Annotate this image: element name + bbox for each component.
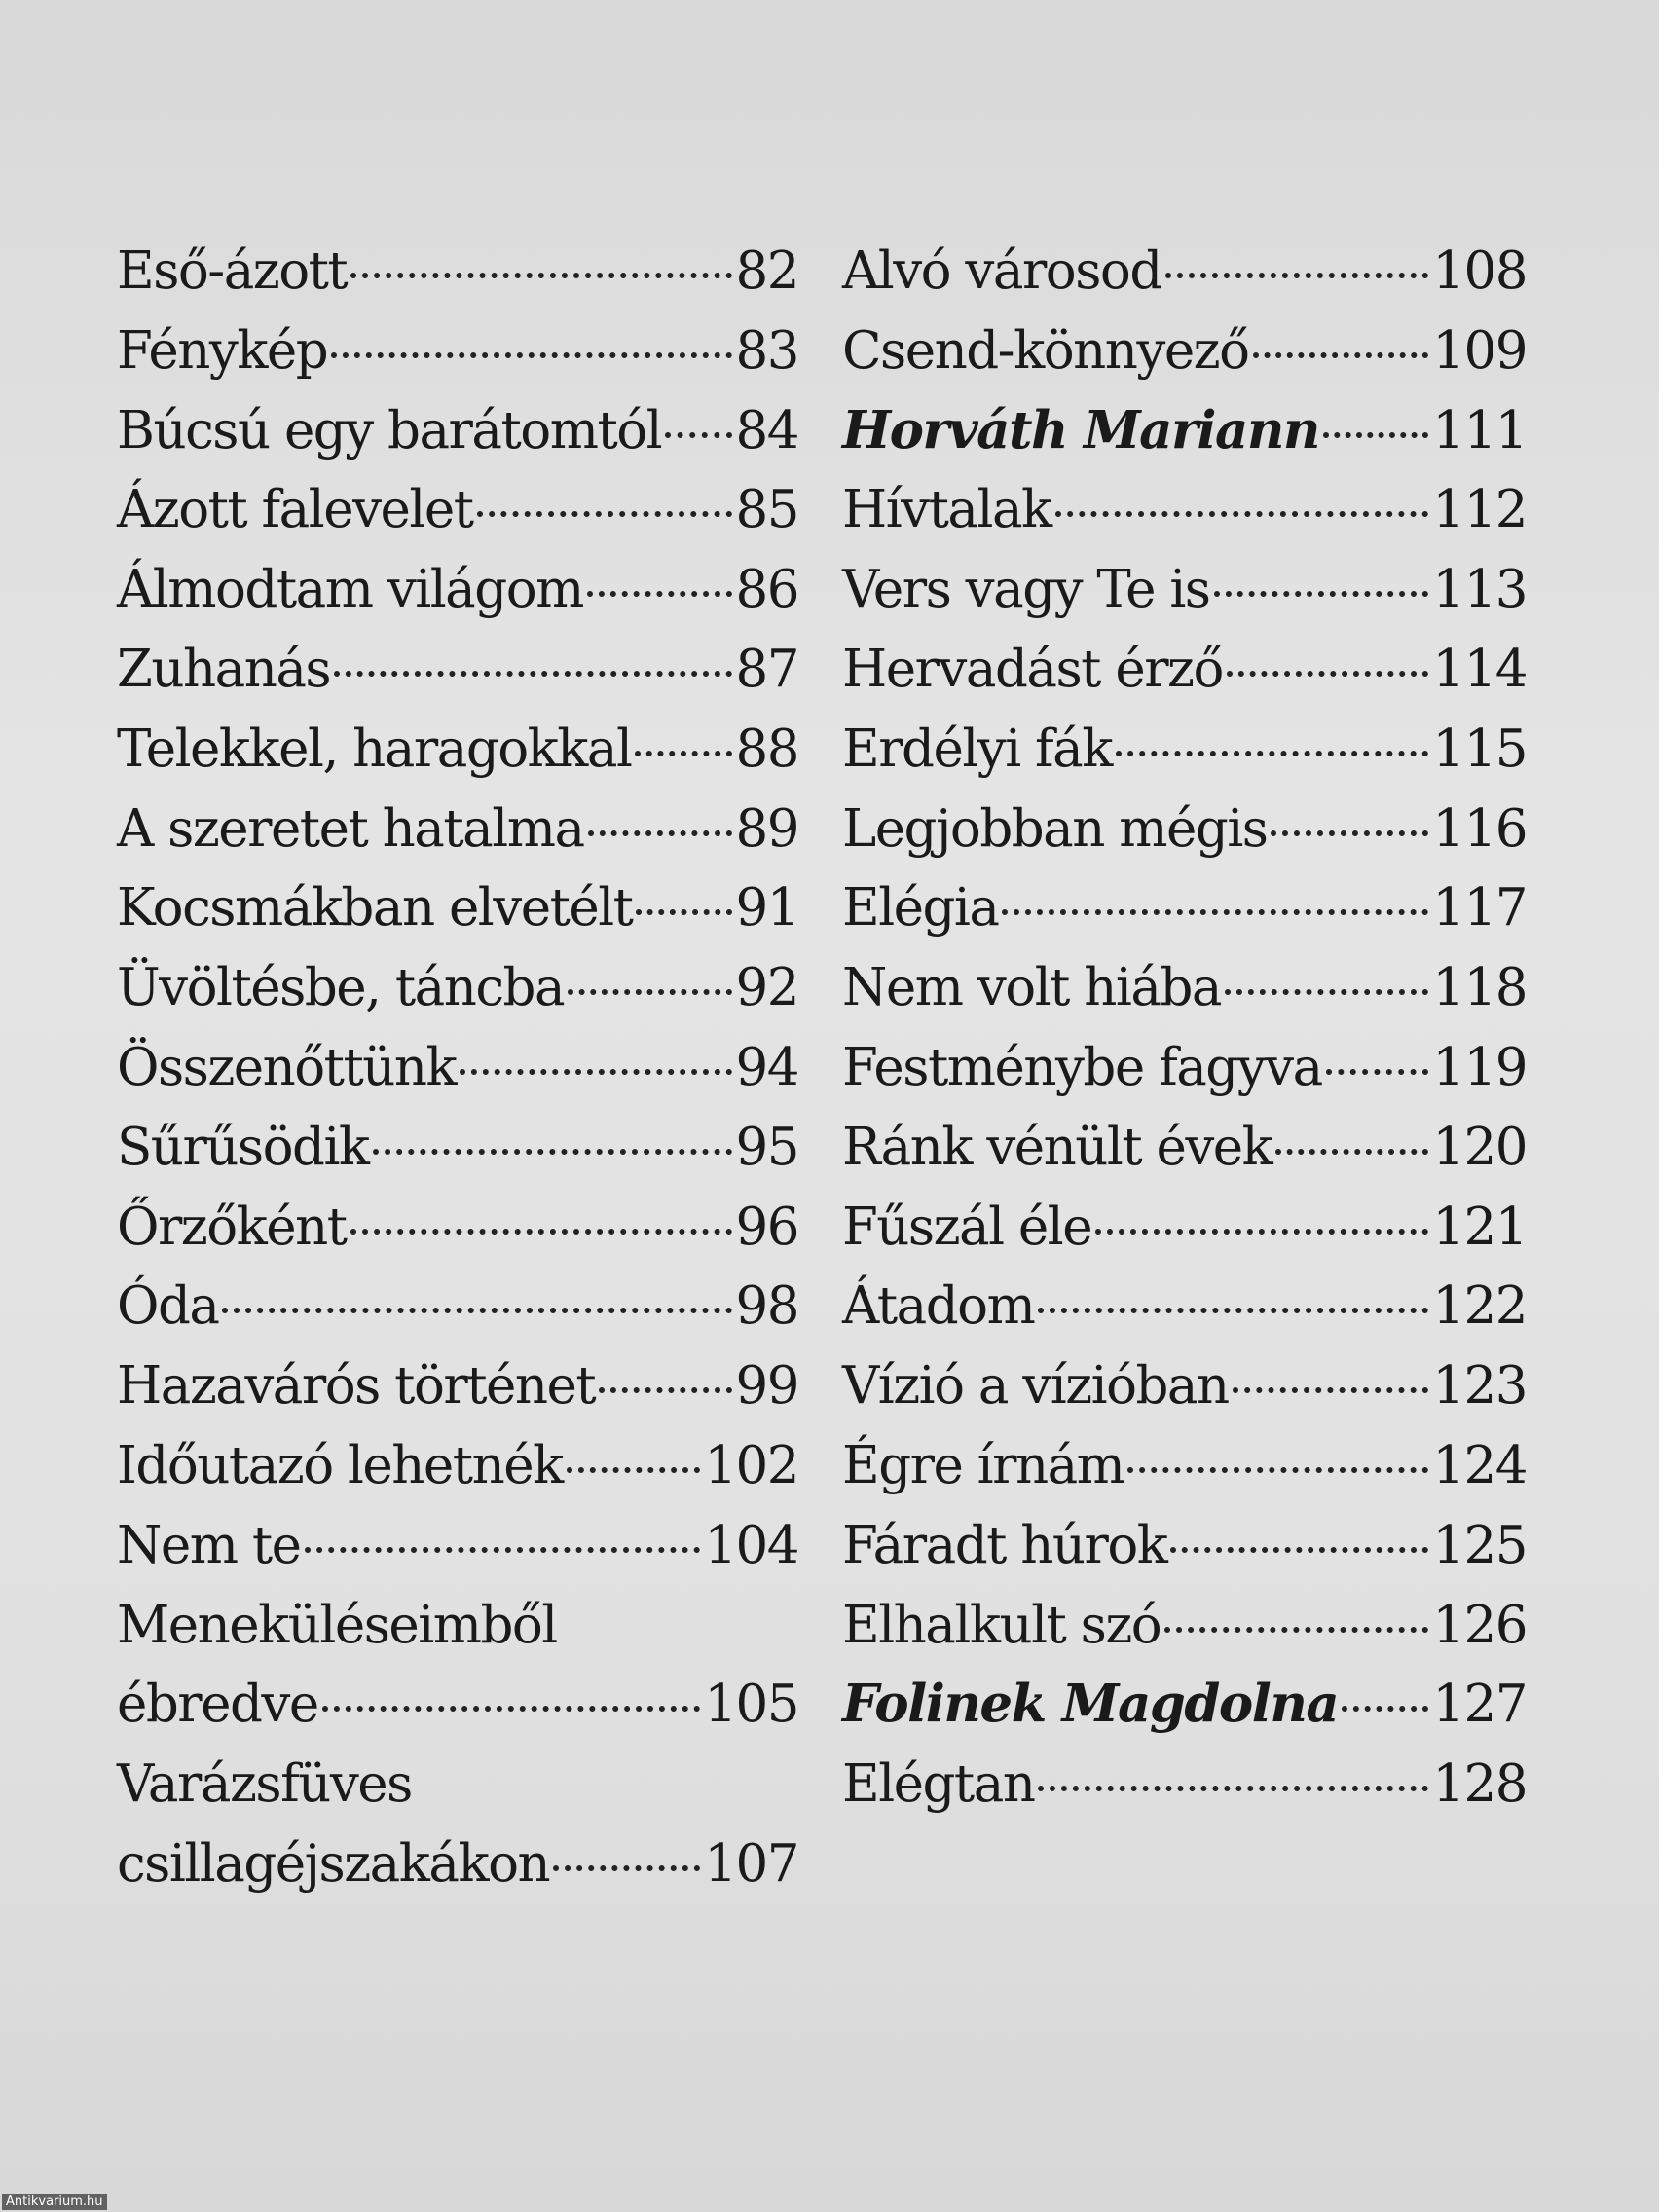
entry-title: Erdélyi fák — [842, 719, 1112, 779]
entry-page-number: 109 — [1432, 320, 1527, 381]
toc-entry — [842, 790, 1527, 869]
entry-title: Nem te — [117, 1515, 301, 1575]
entry-title: Fáradt húrok — [842, 1515, 1167, 1575]
dot-leader — [1323, 396, 1428, 448]
entry-title: Égre írnám — [842, 1435, 1124, 1495]
entry-title: Fénykép — [117, 320, 328, 381]
entry-title: Legjobban mégis — [842, 798, 1268, 859]
entry-title: Fűszál éle — [842, 1197, 1092, 1257]
dot-leader — [568, 953, 731, 1005]
dot-leader — [1002, 873, 1428, 925]
entry-title-line2: csillagéjszakákon — [117, 1833, 550, 1894]
dot-leader — [665, 396, 731, 448]
dot-leader — [1055, 475, 1429, 527]
dot-leader — [1116, 715, 1428, 766]
entry-title: Elégtan — [842, 1754, 1035, 1815]
entry-title: Vízió a vízióban — [842, 1356, 1229, 1417]
entry-title-line1: Varázsfüves — [117, 1754, 412, 1815]
entry-page-number: 84 — [735, 400, 798, 461]
dot-leader — [1127, 1431, 1428, 1483]
entry-title-line2-row — [117, 1825, 798, 1904]
entry-page-number: 127 — [1432, 1675, 1527, 1735]
entry-page-number: 126 — [1432, 1595, 1527, 1655]
entry-page-number: 107 — [704, 1833, 798, 1894]
entry-page-number: 112 — [1432, 480, 1527, 540]
entry-title: Álmodtam világom — [117, 560, 583, 620]
entry-page-number: 83 — [735, 320, 798, 381]
dot-leader — [1170, 1511, 1428, 1563]
entry-page-number: 117 — [1432, 878, 1527, 939]
toc-entry — [117, 1745, 798, 1904]
entry-page-number: 120 — [1432, 1117, 1527, 1177]
dot-leader — [567, 1431, 701, 1483]
entry-page-number: 94 — [735, 1037, 798, 1097]
entry-title: Átadom — [842, 1276, 1035, 1337]
toc-entry — [842, 948, 1527, 1028]
toc-entry — [117, 550, 798, 630]
entry-page-number: 128 — [1432, 1754, 1527, 1815]
entry-page-number: 85 — [735, 480, 798, 540]
entry-page-number: 124 — [1432, 1435, 1527, 1495]
entry-title: Ránk vénült évek — [842, 1117, 1272, 1177]
toc-entry — [842, 1586, 1527, 1666]
entry-page-number: 118 — [1432, 958, 1527, 1018]
entry-page-number: 86 — [735, 560, 798, 620]
toc-entry — [117, 710, 798, 790]
dot-leader — [1326, 1033, 1429, 1085]
toc-entry — [117, 1586, 798, 1746]
entry-page-number: 116 — [1432, 798, 1527, 859]
entry-title: Elégia — [842, 878, 999, 939]
dot-leader — [635, 715, 731, 766]
entry-page-number: 82 — [735, 241, 798, 301]
dot-leader — [1165, 237, 1429, 288]
entry-title: A szeretet hatalma — [117, 798, 584, 859]
dot-leader — [587, 555, 732, 607]
entry-title: Csend-könnyező — [842, 320, 1249, 381]
entry-page-number: 87 — [735, 639, 798, 699]
entry-title: Óda — [117, 1276, 219, 1337]
dot-leader — [477, 475, 732, 527]
entry-title: Elhalkult szó — [842, 1595, 1161, 1655]
toc-entry — [117, 1506, 798, 1586]
dot-leader — [1038, 1750, 1428, 1801]
entry-title: Összenőttünk — [117, 1037, 457, 1097]
entry-page-number: 122 — [1432, 1276, 1527, 1337]
entry-page-number: 92 — [735, 958, 798, 1018]
toc-entry — [842, 1108, 1527, 1188]
dot-leader — [1214, 555, 1429, 607]
toc-entry — [842, 470, 1527, 550]
toc-entry-author — [842, 1665, 1527, 1745]
dot-leader — [334, 635, 731, 686]
toc-entry — [117, 1028, 798, 1108]
toc-entry — [842, 1267, 1527, 1346]
entry-page-number: 119 — [1432, 1037, 1527, 1097]
toc-entry — [842, 1426, 1527, 1506]
dot-leader — [331, 316, 731, 368]
dot-leader — [350, 237, 731, 288]
entry-title-line2-row — [117, 1665, 798, 1745]
entry-page-number: 102 — [704, 1435, 798, 1495]
toc-entry — [842, 550, 1527, 630]
entry-title: Alvó városod — [842, 241, 1161, 301]
toc-entry — [117, 1267, 798, 1346]
toc-entry — [117, 948, 798, 1028]
entry-page-number: 98 — [735, 1276, 798, 1337]
entry-title: Kocsmákban elvetélt — [117, 878, 633, 939]
entry-title: Hívtalak — [842, 480, 1051, 540]
dot-leader — [1095, 1193, 1428, 1244]
entry-page-number: 88 — [735, 719, 798, 779]
toc-entry — [117, 1346, 798, 1426]
toc-entry — [117, 1108, 798, 1188]
entry-page-number: 125 — [1432, 1515, 1527, 1575]
dot-leader — [222, 1272, 731, 1323]
toc-entry — [117, 470, 798, 550]
toc-entry — [842, 710, 1527, 790]
toc-entry — [842, 1745, 1527, 1825]
entry-title: Hervadást érző — [842, 639, 1223, 699]
entry-page-number: 115 — [1432, 719, 1527, 779]
entry-page-number: 104 — [704, 1515, 798, 1575]
author-name: Folinek Magdolna — [842, 1674, 1339, 1735]
entry-page-number: 123 — [1432, 1356, 1527, 1417]
toc-column-right — [842, 232, 1527, 1825]
toc-entry — [117, 790, 798, 869]
dot-leader — [1038, 1272, 1428, 1323]
entry-title: Festménybe fagyva — [842, 1037, 1322, 1097]
entry-title-line1: Meneküléseimből — [117, 1595, 557, 1655]
dot-leader — [1225, 953, 1428, 1005]
dot-leader — [460, 1033, 731, 1085]
toc-entry — [117, 312, 798, 391]
dot-leader — [1233, 1351, 1429, 1403]
toc-entry — [842, 1346, 1527, 1426]
toc-entry — [842, 868, 1527, 948]
dot-leader — [599, 1351, 731, 1403]
dot-leader — [553, 1829, 700, 1881]
dot-leader — [1227, 635, 1428, 686]
entry-page-number: 96 — [735, 1197, 798, 1257]
watermark-label: Antikvarium.hu — [2, 2194, 107, 2210]
toc-entry — [842, 1506, 1527, 1586]
toc-entry — [842, 1188, 1527, 1268]
dot-leader — [1342, 1670, 1428, 1721]
toc-entry — [842, 312, 1527, 391]
entry-title: Zuhanás — [117, 639, 331, 699]
entry-title: Búcsú egy barátomtól — [117, 400, 662, 461]
toc-entry-author — [842, 391, 1527, 471]
toc-entry — [842, 1028, 1527, 1108]
toc-column-left — [117, 232, 798, 1904]
entry-title: Üvöltésbe, táncba — [117, 958, 565, 1018]
toc-entry — [117, 868, 798, 948]
author-name: Horváth Mariann — [842, 399, 1319, 461]
entry-title: Sűrűsödik — [117, 1117, 369, 1177]
entry-title: Vers vagy Te is — [842, 560, 1210, 620]
entry-title: Eső-ázott — [117, 241, 348, 301]
toc-entry — [117, 232, 798, 312]
toc-entry — [117, 1188, 798, 1268]
dot-leader — [636, 873, 731, 925]
dot-leader — [350, 1193, 732, 1244]
entry-page-number: 108 — [1432, 241, 1527, 301]
entry-title: Időutazó lehetnék — [117, 1435, 563, 1495]
dot-leader — [1253, 316, 1429, 368]
toc-entry — [117, 391, 798, 471]
toc-entry — [117, 630, 798, 710]
entry-page-number: 99 — [735, 1356, 798, 1417]
dot-leader — [305, 1511, 701, 1563]
entry-title: Nem volt hiába — [842, 958, 1221, 1018]
toc-entry — [842, 232, 1527, 312]
entry-title-line2: ébredve — [117, 1675, 318, 1735]
dot-leader — [373, 1113, 732, 1164]
dot-leader — [1275, 1113, 1428, 1164]
entry-page-number: 89 — [735, 798, 798, 859]
entry-page-number: 121 — [1432, 1197, 1527, 1257]
entry-title: Ázott falevelet — [117, 480, 473, 540]
toc-entry — [117, 1426, 798, 1506]
entry-page-number: 111 — [1432, 400, 1527, 461]
entry-title: Hazavárós történet — [117, 1356, 596, 1417]
entry-page-number: 95 — [735, 1117, 798, 1177]
entry-page-number: 105 — [704, 1675, 798, 1735]
dot-leader — [1164, 1591, 1428, 1642]
entry-title: Őrzőként — [117, 1197, 347, 1257]
dot-leader — [322, 1670, 701, 1721]
dot-leader — [1271, 794, 1428, 846]
dot-leader — [588, 794, 732, 846]
entry-title: Telekkel, haragokkal — [117, 719, 632, 779]
entry-page-number: 91 — [735, 878, 798, 939]
toc-entry — [842, 630, 1527, 710]
entry-page-number: 113 — [1432, 560, 1527, 620]
entry-page-number: 114 — [1432, 639, 1527, 699]
